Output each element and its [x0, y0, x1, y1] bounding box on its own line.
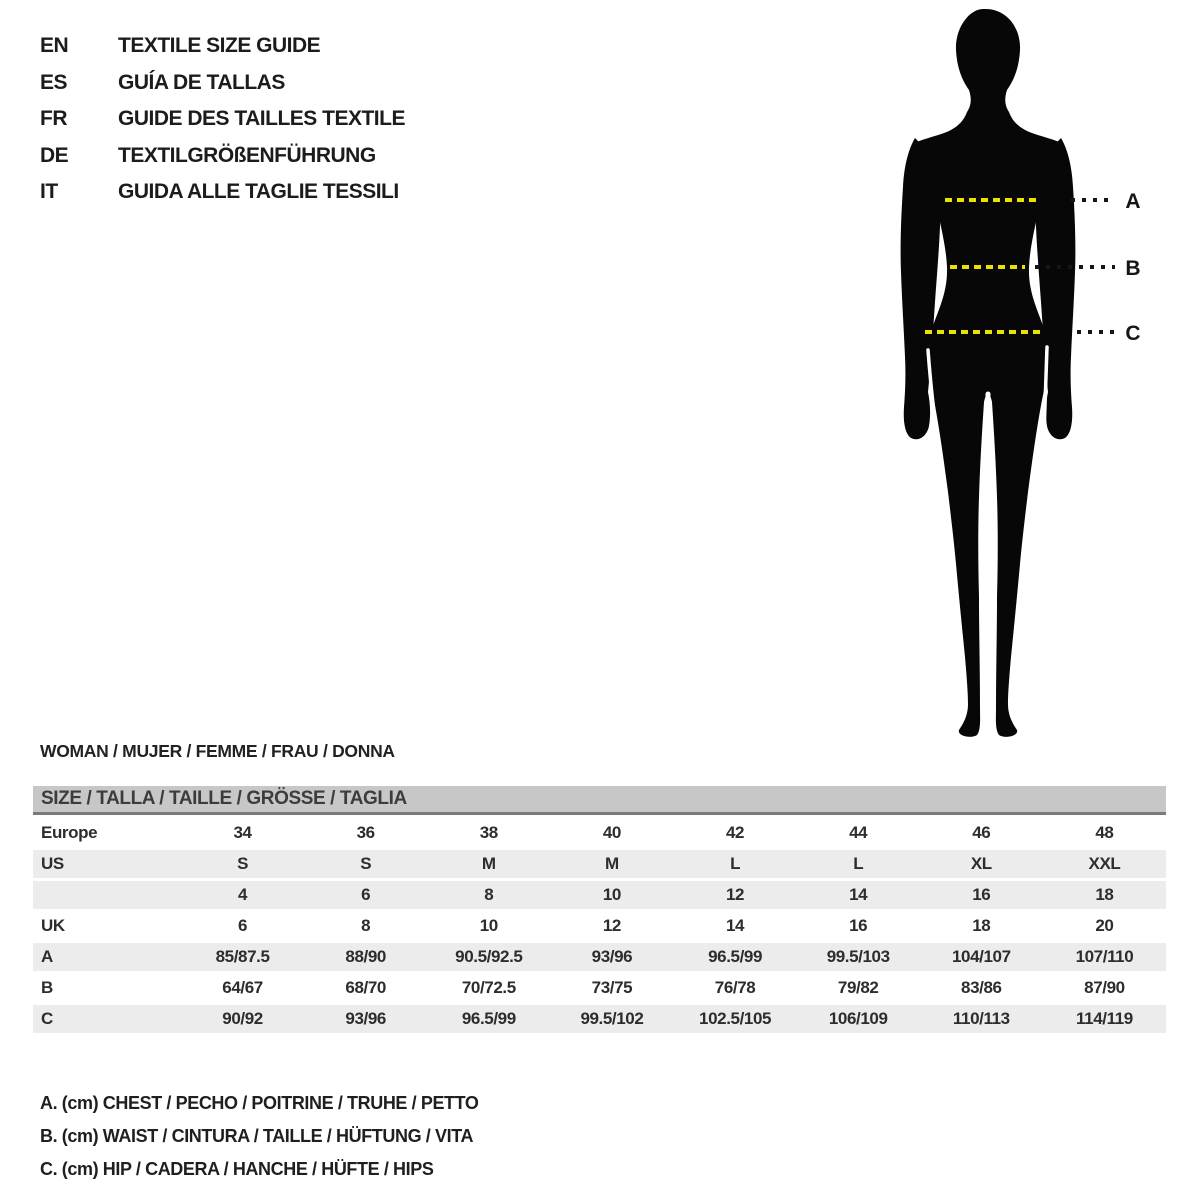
legend-line-waist: B. (cm) WAIST / CINTURA / TAILLE / HÜFTUNG / VITA: [40, 1126, 474, 1146]
language-title: GUIDE DES TAILLES TEXTILE: [118, 107, 405, 130]
size-cell: 8: [361, 916, 371, 935]
size-cell: XXL: [1088, 854, 1121, 873]
language-list: [40, 28, 405, 211]
size-cell: 18: [1095, 885, 1114, 904]
size-cell: 16: [849, 916, 868, 935]
size-cell: 104/107: [951, 947, 1011, 966]
language-title: GUÍA DE TALLAS: [118, 70, 285, 94]
leg-gap: [984, 394, 988, 695]
table-row-us-numbers: [33, 881, 1166, 909]
language-title: TEXTILE SIZE GUIDE: [118, 34, 321, 57]
size-cell: 93/96: [591, 947, 633, 966]
language-code: EN: [40, 34, 69, 57]
size-cell: 96.5/99: [461, 1009, 516, 1028]
size-cell: 40: [602, 823, 621, 842]
size-cell: XL: [970, 854, 992, 873]
language-row-en: [40, 28, 405, 65]
size-cell: S: [237, 854, 249, 873]
size-cell: 114/119: [1076, 1009, 1133, 1028]
table-row-waist-b: [33, 974, 1166, 1002]
size-cell: 96.5/99: [708, 947, 763, 966]
size-cell: 10: [479, 916, 498, 935]
language-row-es: [40, 65, 405, 102]
row-label: C: [41, 1009, 53, 1028]
size-cell: 16: [972, 885, 991, 904]
size-table: [33, 786, 1166, 1036]
size-cell: 6: [238, 916, 248, 935]
size-cell: 76/78: [714, 978, 756, 997]
language-row-de: [40, 138, 405, 175]
row-label: A: [41, 947, 53, 966]
language-code: FR: [40, 107, 67, 130]
table-row-us-letters: [33, 850, 1166, 878]
size-cell: 34: [233, 823, 252, 842]
size-cell: 90.5/92.5: [455, 947, 523, 966]
size-cell: 90/92: [222, 1009, 263, 1028]
size-cell: M: [605, 854, 619, 873]
size-cell: 14: [726, 916, 745, 935]
size-cell: 85/87.5: [215, 947, 270, 966]
language-code: IT: [40, 180, 58, 203]
size-cell: S: [360, 854, 372, 873]
size-cell: M: [481, 854, 496, 873]
table-row-hip-c: [33, 1005, 1166, 1033]
language-row-fr: [40, 101, 405, 138]
table-row-chest-a: [33, 943, 1166, 971]
language-title: TEXTILGRÖßENFÜHRUNG: [118, 143, 376, 167]
size-cell: 36: [356, 823, 375, 842]
size-cell: 6: [361, 885, 371, 904]
size-cell: 10: [602, 885, 621, 904]
size-cell: 48: [1095, 823, 1114, 842]
size-cell: 88/90: [345, 947, 386, 966]
measure-label-c: C: [1125, 322, 1141, 345]
size-cell: 68/70: [345, 978, 386, 997]
language-row-it: [40, 174, 405, 211]
size-cell: 79/82: [837, 978, 879, 997]
language-code: DE: [40, 143, 69, 167]
woman-silhouette-figure: [860, 0, 1200, 745]
size-table-header: SIZE / TALLA / TAILLE / GRÖSSE / TAGLIA: [33, 786, 1166, 815]
size-cell: 38: [479, 823, 498, 842]
size-cell: 46: [972, 823, 991, 842]
section-title: WOMAN / MUJER / FEMME / FRAU / DONNA: [40, 741, 395, 761]
size-cell: 12: [726, 885, 745, 904]
size-cell: 12: [602, 916, 621, 935]
size-cell: L: [853, 854, 864, 873]
language-title: GUIDA ALLE TAGLIE TESSILI: [118, 180, 399, 203]
size-cell: 107/110: [1075, 947, 1134, 966]
row-label: US: [41, 854, 64, 873]
row-label: Europe: [41, 823, 98, 842]
size-cell: 73/75: [591, 978, 633, 997]
measurement-legend: [40, 1087, 479, 1186]
size-cell: 70/72.5: [461, 978, 516, 997]
size-cell: 42: [726, 823, 745, 842]
size-cell: 20: [1095, 916, 1114, 935]
size-cell: 83/86: [961, 978, 1002, 997]
size-cell: 106/109: [828, 1009, 888, 1028]
table-row-europe: [33, 819, 1166, 847]
woman-silhouette-svg: [860, 0, 1200, 745]
measure-label-b: B: [1125, 257, 1141, 280]
row-label: UK: [41, 916, 65, 935]
size-cell: 110/113: [952, 1009, 1010, 1028]
size-cell: 14: [849, 885, 868, 904]
size-cell: 44: [849, 823, 868, 842]
size-cell: 8: [484, 885, 494, 904]
legend-line-chest: A. (cm) CHEST / PECHO / POITRINE / TRUHE / PETTO: [40, 1093, 479, 1113]
measure-label-a: A: [1125, 190, 1141, 213]
legend-line-hip: C. (cm) HIP / CADERA / HANCHE / HÜFTE / HIPS: [40, 1159, 434, 1179]
size-cell: 4: [238, 885, 248, 904]
size-cell: L: [730, 854, 741, 873]
size-cell: 64/67: [222, 978, 263, 997]
size-cell: 99.5/103: [826, 947, 890, 966]
size-cell: 99.5/102: [580, 1009, 644, 1028]
row-label: B: [41, 978, 53, 997]
size-cell: 18: [972, 916, 991, 935]
size-cell: 102.5/105: [699, 1009, 772, 1028]
size-cell: 93/96: [345, 1009, 386, 1028]
language-code: ES: [40, 70, 68, 94]
size-cell: 87/90: [1084, 978, 1125, 997]
table-row-uk: [33, 912, 1166, 940]
